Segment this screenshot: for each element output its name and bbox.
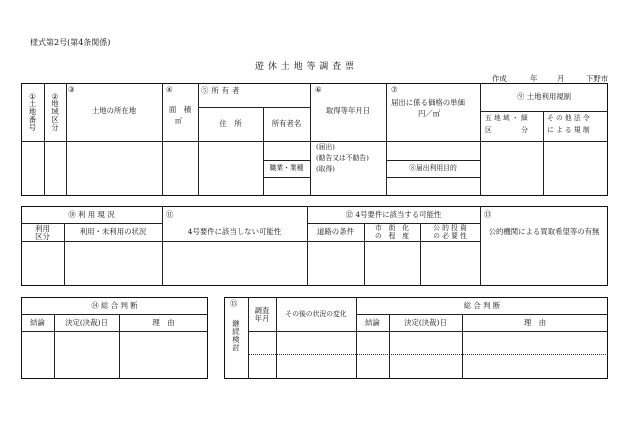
- review-conclusion-header: 結論: [365, 317, 380, 327]
- owner-name-header: 所有者名: [271, 118, 302, 128]
- zone-category-header-line1: 五 地 域 ・ 細: [485, 114, 528, 122]
- unit-price-header: 届出に係る価格の単価: [391, 98, 465, 107]
- purchase-request-header-num: ⑬: [484, 210, 492, 219]
- public-investment-header: 公 的 投 資 の 必 要 性: [433, 224, 467, 240]
- not-applicable-header: 4号要件に該当しない可能性: [187, 227, 282, 237]
- current-usage-header: ⑩ 利 用 現 況: [68, 209, 115, 219]
- purchase-request-header: 公的機関による買取希望等の有無: [488, 227, 600, 237]
- zone-category-header-line2: 区 分: [485, 126, 528, 134]
- survey-date-header: 調査 年月: [254, 305, 270, 323]
- area-category-header: ② 地 域 区 分: [51, 91, 59, 132]
- year-label: 年: [530, 74, 538, 83]
- applicable-header: ⑫ 4号要件に該当する可能性: [345, 209, 442, 219]
- recommendation-note: (勧告又は不勧告): [316, 154, 369, 162]
- usage-status-header: 利用・未利用の状況: [79, 227, 147, 237]
- area-unit: ㎡: [175, 117, 182, 125]
- land-number-header: ① 土 地 番 号: [28, 91, 37, 132]
- overall-judgment-header: ⑭ 総 合 判 断: [91, 300, 138, 310]
- continued-review-header: 継 続 検 討: [232, 319, 240, 352]
- review-decision-date-header: 決定(決裁)日: [404, 317, 447, 327]
- acquisition-date-header: 取得等年月日: [325, 105, 371, 115]
- form-title: 遊 休 土 地 等 調 査 票: [255, 62, 355, 72]
- other-laws-header-line1: そ の 他 法 令: [547, 114, 590, 122]
- review-judgment-header: 総 合 判 断: [463, 300, 501, 310]
- reason-header: 理 由: [152, 317, 175, 327]
- occupation-header: 職業・業種: [269, 163, 304, 172]
- acquisition-note: (取得): [316, 165, 335, 173]
- location-header: 土地の所在地: [91, 105, 137, 115]
- conclusion-header: 結論: [30, 317, 45, 327]
- land-use-regulation-header: ⑨ 土地利用規制: [516, 91, 572, 101]
- location-header-num: ③: [68, 85, 75, 94]
- urbanization-level-header: 市 街 化 の 程 度: [375, 224, 409, 240]
- owner-address-header: 住 所: [219, 118, 242, 128]
- not-applicable-header-num: ⑪: [166, 210, 174, 219]
- unit-price-header-num: ⑦: [391, 85, 398, 94]
- area-header-num: ④: [166, 85, 173, 94]
- review-reason-header: 理 由: [523, 317, 547, 327]
- notification-note: (届出): [316, 143, 335, 151]
- usage-category-header: 利用 区分: [35, 223, 50, 241]
- owner-header: ⑤ 所 有 者: [201, 86, 240, 95]
- month-label: 月: [557, 74, 565, 83]
- city-label: 下野市: [586, 74, 609, 83]
- unit-price-unit: 円／㎡: [418, 109, 441, 118]
- area-header: 面 積: [168, 104, 192, 114]
- later-changes-header: その後の状況の変化: [285, 309, 347, 318]
- other-laws-header-line2: に よ る 規 制: [547, 126, 590, 134]
- form-number: 様式第2号(第4条関係): [30, 38, 111, 47]
- continued-review-num: ⑮: [230, 299, 238, 308]
- decision-date-header: 決定(決裁)日: [65, 317, 108, 327]
- notified-purpose-header: ⑧届出利用目的: [409, 163, 457, 172]
- road-condition-header: 道路の条件: [317, 227, 354, 237]
- acquisition-date-header-num: ⑥: [315, 85, 322, 94]
- created-label: 作成: [492, 74, 507, 83]
